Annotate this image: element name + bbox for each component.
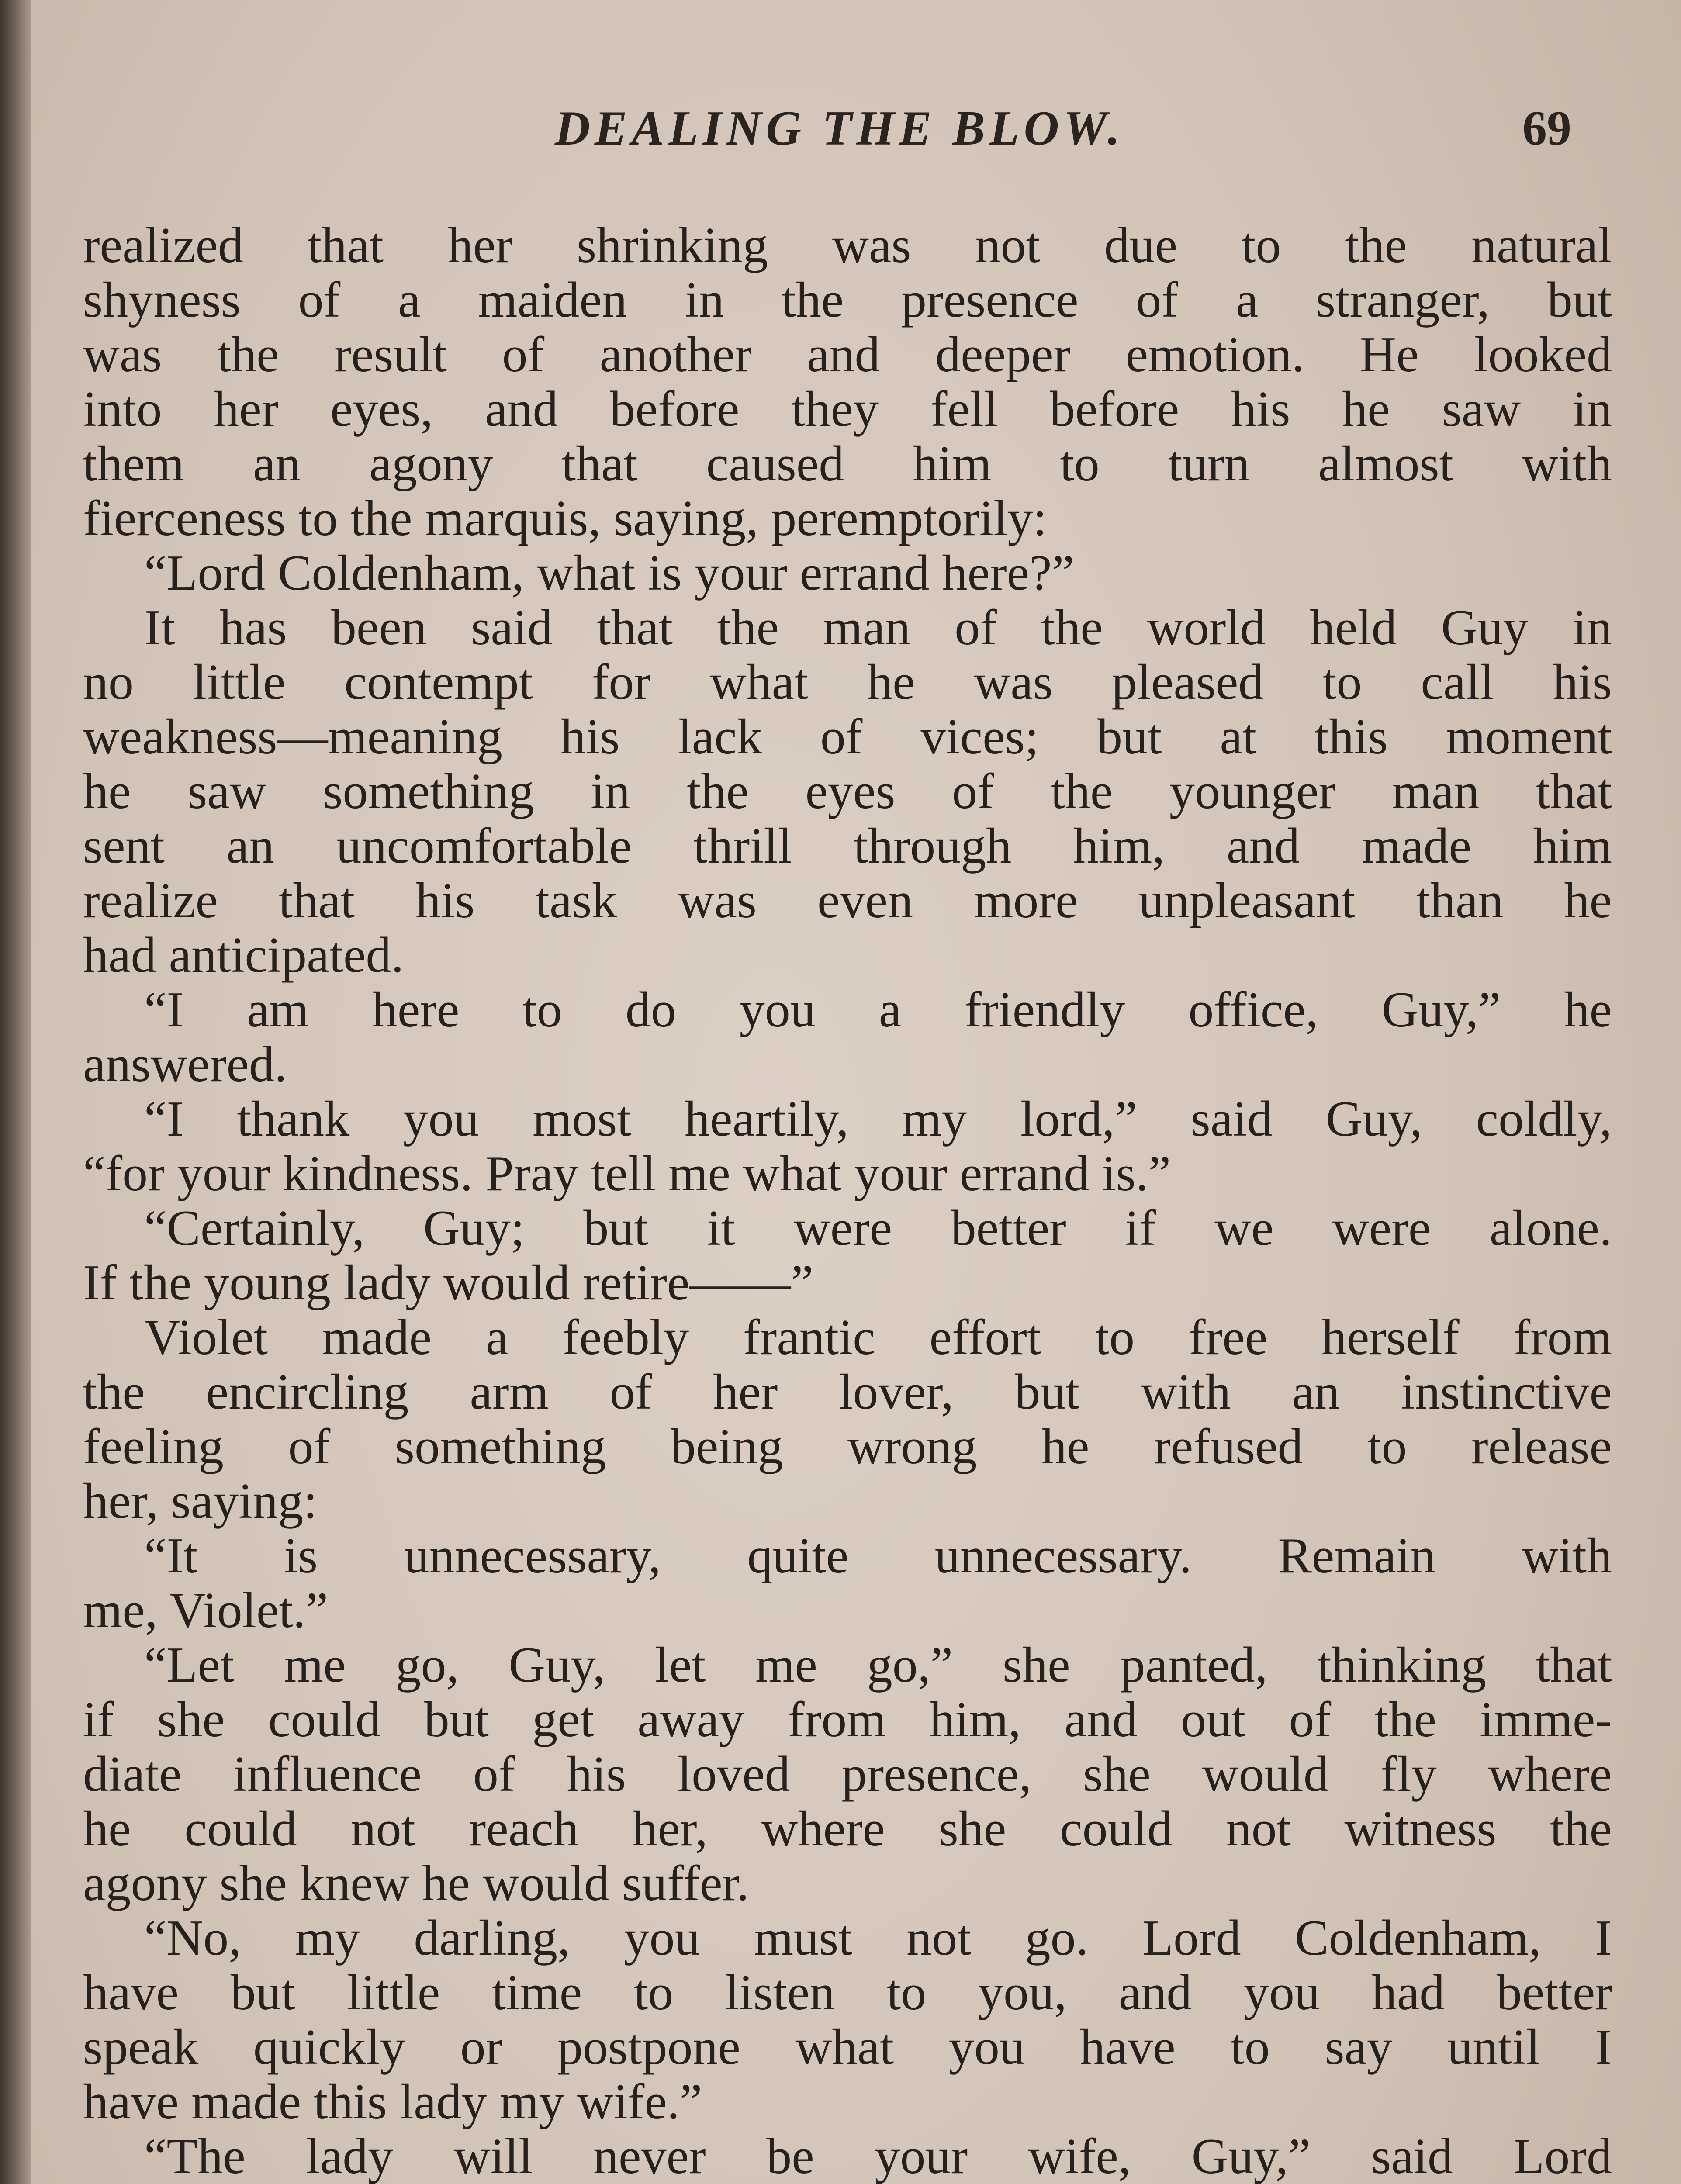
text-line: he saw something in the eyes of the younger man that — [83, 764, 1612, 819]
text-line: answered. — [83, 1037, 287, 1092]
text-line: “I am here to do you a friendly office, Guy,” he — [144, 983, 1612, 1037]
text-line: It has been said that the man of the world held Guy in — [144, 601, 1612, 655]
text-line: If the young lady would retire——” — [83, 1256, 813, 1310]
book-page — [31, 0, 1681, 2184]
body-text — [83, 218, 1612, 2184]
text-line: Violet made a feebly frantic effort to free herself from — [144, 1310, 1612, 1365]
text-line: her, saying: — [83, 1474, 318, 1529]
text-line: “Lord Coldenham, what is your errand here?” — [144, 546, 1075, 601]
text-line: realize that his task was even more unpleasant than he — [83, 874, 1612, 928]
text-line: “It is unnecessary, quite unnecessary. Remain with — [144, 1529, 1612, 1583]
text-line: them an agony that caused him to turn almost with — [83, 437, 1612, 491]
text-line: no little contempt for what he was pleased to call his — [83, 655, 1612, 710]
text-line: feeling of something being wrong he refused to release — [83, 1420, 1612, 1474]
text-line: “The lady will never be your wife, Guy,” said Lord — [144, 2129, 1612, 2184]
page-number: 69 — [1522, 101, 1571, 156]
text-line: agony she knew he would suffer. — [83, 1856, 749, 1911]
text-line: “for your kindness. Pray tell me what your errand is.” — [83, 1147, 1171, 1201]
text-line: was the result of another and deeper emotion. He looked — [83, 328, 1612, 382]
text-line: “Certainly, Guy; but it were better if we were alone. — [144, 1201, 1612, 1256]
text-line: speak quickly or postpone what you have to say until I — [83, 2020, 1612, 2075]
text-line: diate influence of his loved presence, she would fly where — [83, 1747, 1612, 1802]
running-title: DEALING THE BLOW. — [555, 101, 1124, 156]
text-line: have but little time to listen to you, and you had better — [83, 1966, 1612, 2020]
text-line: weakness—meaning his lack of vices; but at this moment — [83, 710, 1612, 764]
text-line: he could not reach her, where she could not witness the — [83, 1802, 1612, 1856]
text-line: realized that her shrinking was not due to the natural — [83, 218, 1612, 273]
text-line: me, Violet.” — [83, 1583, 329, 1638]
text-line: into her eyes, and before they fell before his he saw in — [83, 382, 1612, 437]
text-line: if she could but get away from him, and out of the imme- — [83, 1693, 1612, 1747]
text-line: shyness of a maiden in the presence of a stranger, but — [83, 273, 1612, 328]
text-line: fierceness to the marquis, saying, peremptorily: — [83, 491, 1047, 546]
text-line: the encircling arm of her lover, but with an instinctive — [83, 1365, 1612, 1420]
text-line: sent an uncomfortable thrill through him, and made him — [83, 819, 1612, 874]
text-line: had anticipated. — [83, 928, 404, 983]
text-line: “I thank you most heartily, my lord,” said Guy, coldly, — [144, 1092, 1612, 1147]
text-line: have made this lady my wife.” — [83, 2075, 702, 2129]
text-line: “Let me go, Guy, let me go,” she panted, thinking that — [144, 1638, 1612, 1693]
book-spine-edge — [0, 0, 31, 2184]
text-line: “No, my darling, you must not go. Lord Coldenham, I — [144, 1911, 1612, 1966]
running-head — [31, 100, 1681, 166]
